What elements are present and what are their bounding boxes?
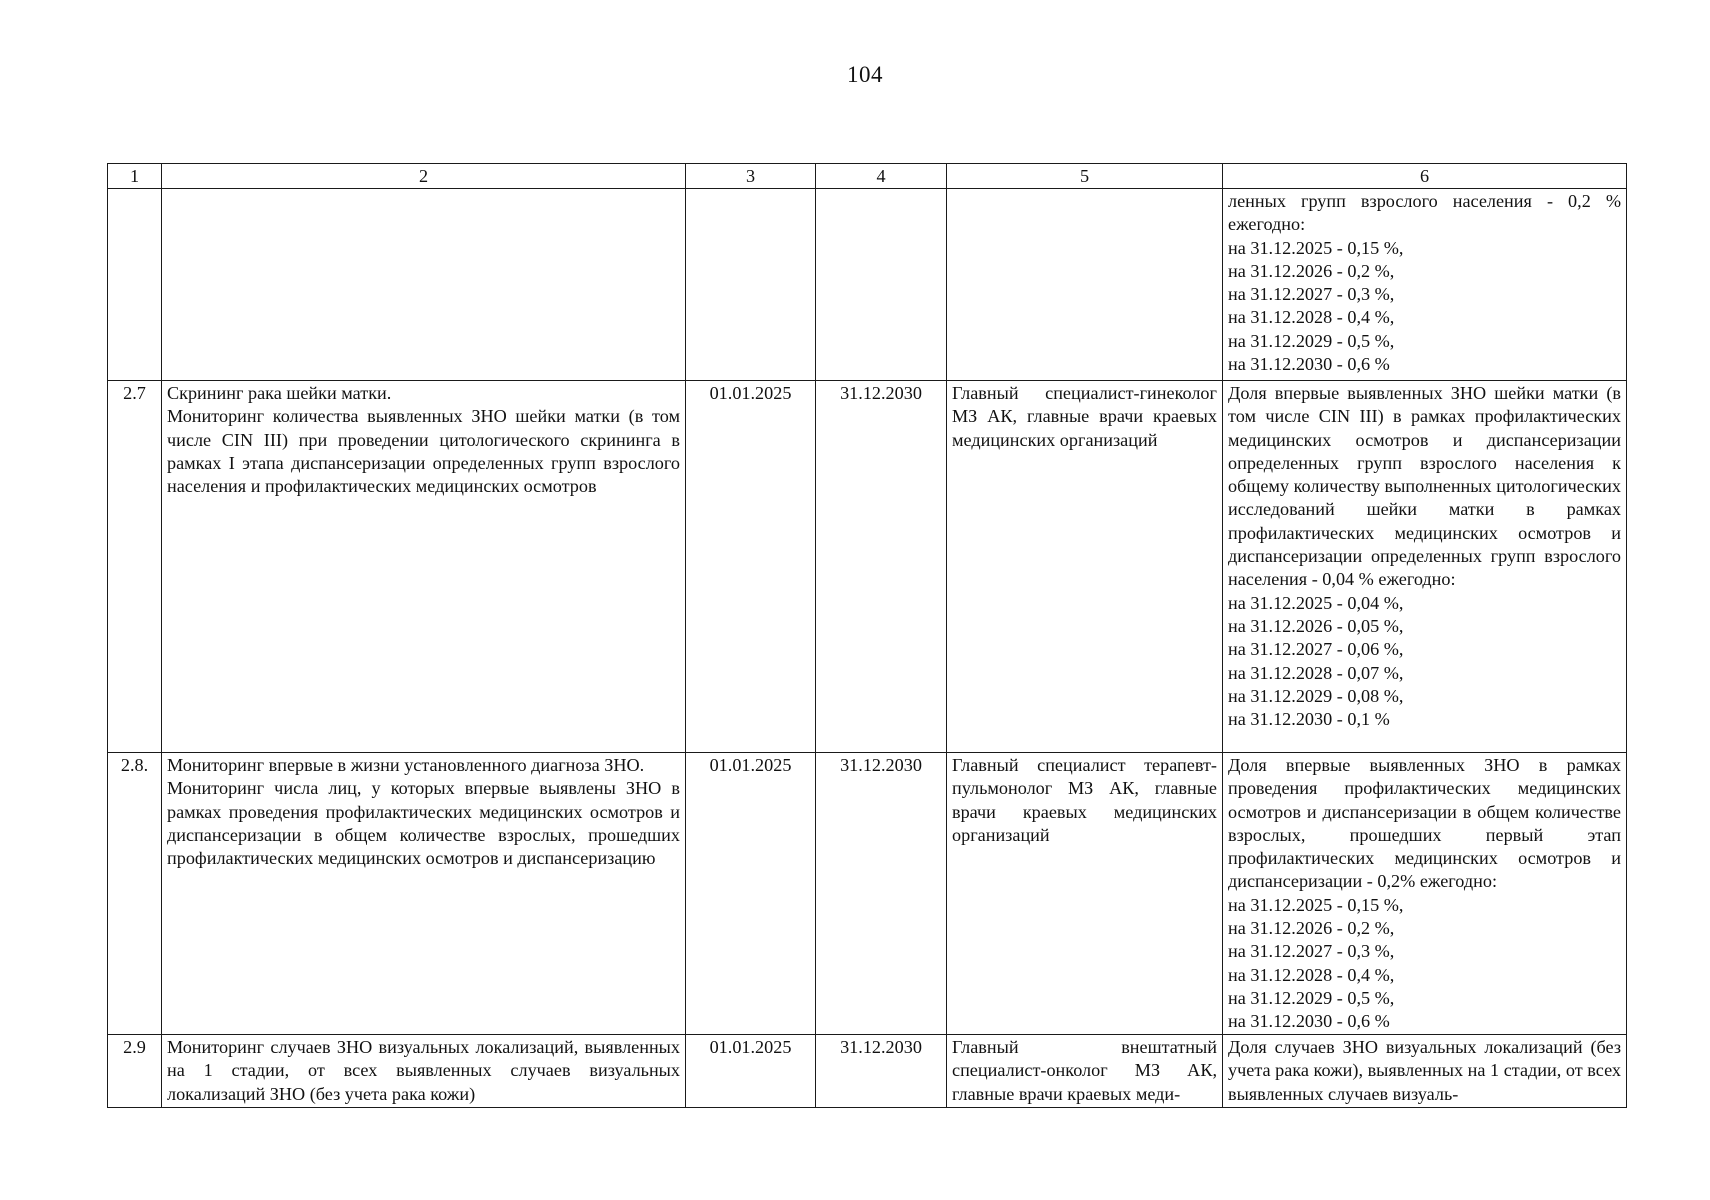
- table-row-2-7: [108, 381, 1627, 753]
- target-line: на 31.12.2027 - 0,3 %,: [1228, 284, 1395, 305]
- cell-start-date: 01.01.2025: [686, 381, 816, 753]
- column-header-3: 3: [686, 164, 816, 189]
- target-line: на 31.12.2026 - 0,2 %,: [1228, 918, 1395, 939]
- cell-description: [162, 753, 686, 1035]
- target-line: на 31.12.2027 - 0,06 %,: [1228, 639, 1404, 660]
- measures-table: [107, 163, 1627, 1108]
- cell-indicator: [1223, 753, 1627, 1035]
- cell-start-date: 01.01.2025: [686, 1035, 816, 1108]
- cell-number: 2.7: [108, 381, 162, 753]
- indicator-line: ежегодно:: [1228, 214, 1306, 235]
- target-line: на 31.12.2028 - 0,4 %,: [1228, 964, 1395, 985]
- column-header-4: 4: [816, 164, 947, 189]
- cell-end-date: 31.12.2030: [816, 753, 947, 1035]
- table-row-2-9: [108, 1035, 1627, 1108]
- target-line: на 31.12.2029 - 0,5 %,: [1228, 987, 1395, 1008]
- cell-description: [162, 381, 686, 753]
- target-line: на 31.12.2028 - 0,07 %,: [1228, 662, 1404, 683]
- target-line: на 31.12.2025 - 0,04 %,: [1228, 592, 1404, 613]
- target-line: на 31.12.2029 - 0,08 %,: [1228, 685, 1404, 706]
- description-title: Скрининг рака шейки матки. Мониторинг количества выявленных ЗНО шейки матки (в том числе CIN III) при проведении цитологического скрининга в рамках I этапа диспансеризации определенных групп взрослого населения и профилактических медицинских осмотров: [167, 383, 680, 497]
- target-line: на 31.12.2030 - 0,6 %: [1228, 354, 1390, 375]
- target-line: на 31.12.2026 - 0,2 %,: [1228, 260, 1395, 281]
- cell-start-date: 01.01.2025: [686, 753, 816, 1035]
- target-line: на 31.12.2030 - 0,1 %: [1228, 709, 1390, 730]
- indicator-text: Доля впервые выявленных ЗНО в рамках проведения профилактических медицинских осмотров и диспансеризации в общем количестве взрослых, прошедших первый этап профилактических медицинских осмотров и диспансеризации - 0,2% ежегодно:: [1228, 755, 1621, 892]
- cell-start-date: [686, 189, 816, 381]
- cell-description: Мониторинг случаев ЗНО визуальных локализаций, выявленных на 1 стадии, от всех выявленных случаев визуальных локализаций ЗНО (без учета рака кожи): [162, 1035, 686, 1108]
- indicator-line: ленных групп взрослого населения - 0,2 %: [1228, 191, 1621, 211]
- column-header-5: 5: [947, 164, 1223, 189]
- column-header-6: 6: [1223, 164, 1627, 189]
- column-header-2: 2: [162, 164, 686, 189]
- cell-end-date: 31.12.2030: [816, 1035, 947, 1108]
- cell-end-date: [816, 189, 947, 381]
- target-line: на 31.12.2026 - 0,05 %,: [1228, 615, 1404, 636]
- target-line: на 31.12.2027 - 0,3 %,: [1228, 941, 1395, 962]
- cell-responsible: [947, 189, 1223, 381]
- description-text: Мониторинг впервые в жизни установленного диагноза ЗНО. Мониторинг числа лиц, у которых впервые выявлены ЗНО в рамках проведения профилактических медицинских осмотров и диспансеризации в общем количестве взрослых, прошедших профилактических медицинских осмотров и диспансеризацию: [167, 755, 680, 869]
- page-number: 104: [847, 62, 883, 87]
- header-row: [108, 164, 1627, 189]
- cell-indicator: [1223, 381, 1627, 753]
- column-header-1: 1: [108, 164, 162, 189]
- cell-number: 2.8.: [108, 753, 162, 1035]
- cell-number: [108, 189, 162, 381]
- target-line: на 31.12.2029 - 0,5 %,: [1228, 330, 1395, 351]
- indicator-text: Доля впервые выявленных ЗНО шейки матки (в том числе CIN III) в рамках профилактических медицинских осмотров и диспансеризации определенных групп взрослого населения к общему количеству выполненных цитологических исследований шейки матки в рамках профилактических медицинских осмотров и диспансеризации определенных групп взрослого населения - 0,04 % ежегодно:: [1228, 383, 1621, 590]
- target-line: на 31.12.2028 - 0,4 %,: [1228, 307, 1395, 328]
- cell-description: [162, 189, 686, 381]
- cell-indicator: Доля случаев ЗНО визуальных локализаций (без учета рака кожи), выявленных на 1 стадии, от всех выявленных случаев визуаль-: [1223, 1035, 1627, 1108]
- table-row-2-8: [108, 753, 1627, 1035]
- cell-responsible: Главный специалист-гинеколог МЗ АК, главные врачи краевых медицинских организаций: [947, 381, 1223, 753]
- cell-indicator: [1223, 189, 1627, 381]
- cell-responsible: Главный внештатный специалист-онколог МЗ АК, главные врачи краевых меди-: [947, 1035, 1223, 1108]
- cell-number: 2.9: [108, 1035, 162, 1108]
- table-row-continued: [108, 189, 1627, 381]
- cell-responsible: Главный специалист терапевт-пульмонолог МЗ АК, главные врачи краевых медицинских организаций: [947, 753, 1223, 1035]
- cell-end-date: 31.12.2030: [816, 381, 947, 753]
- target-line: на 31.12.2025 - 0,15 %,: [1228, 894, 1404, 915]
- target-line: на 31.12.2030 - 0,6 %: [1228, 1011, 1390, 1032]
- target-line: на 31.12.2025 - 0,15 %,: [1228, 237, 1404, 258]
